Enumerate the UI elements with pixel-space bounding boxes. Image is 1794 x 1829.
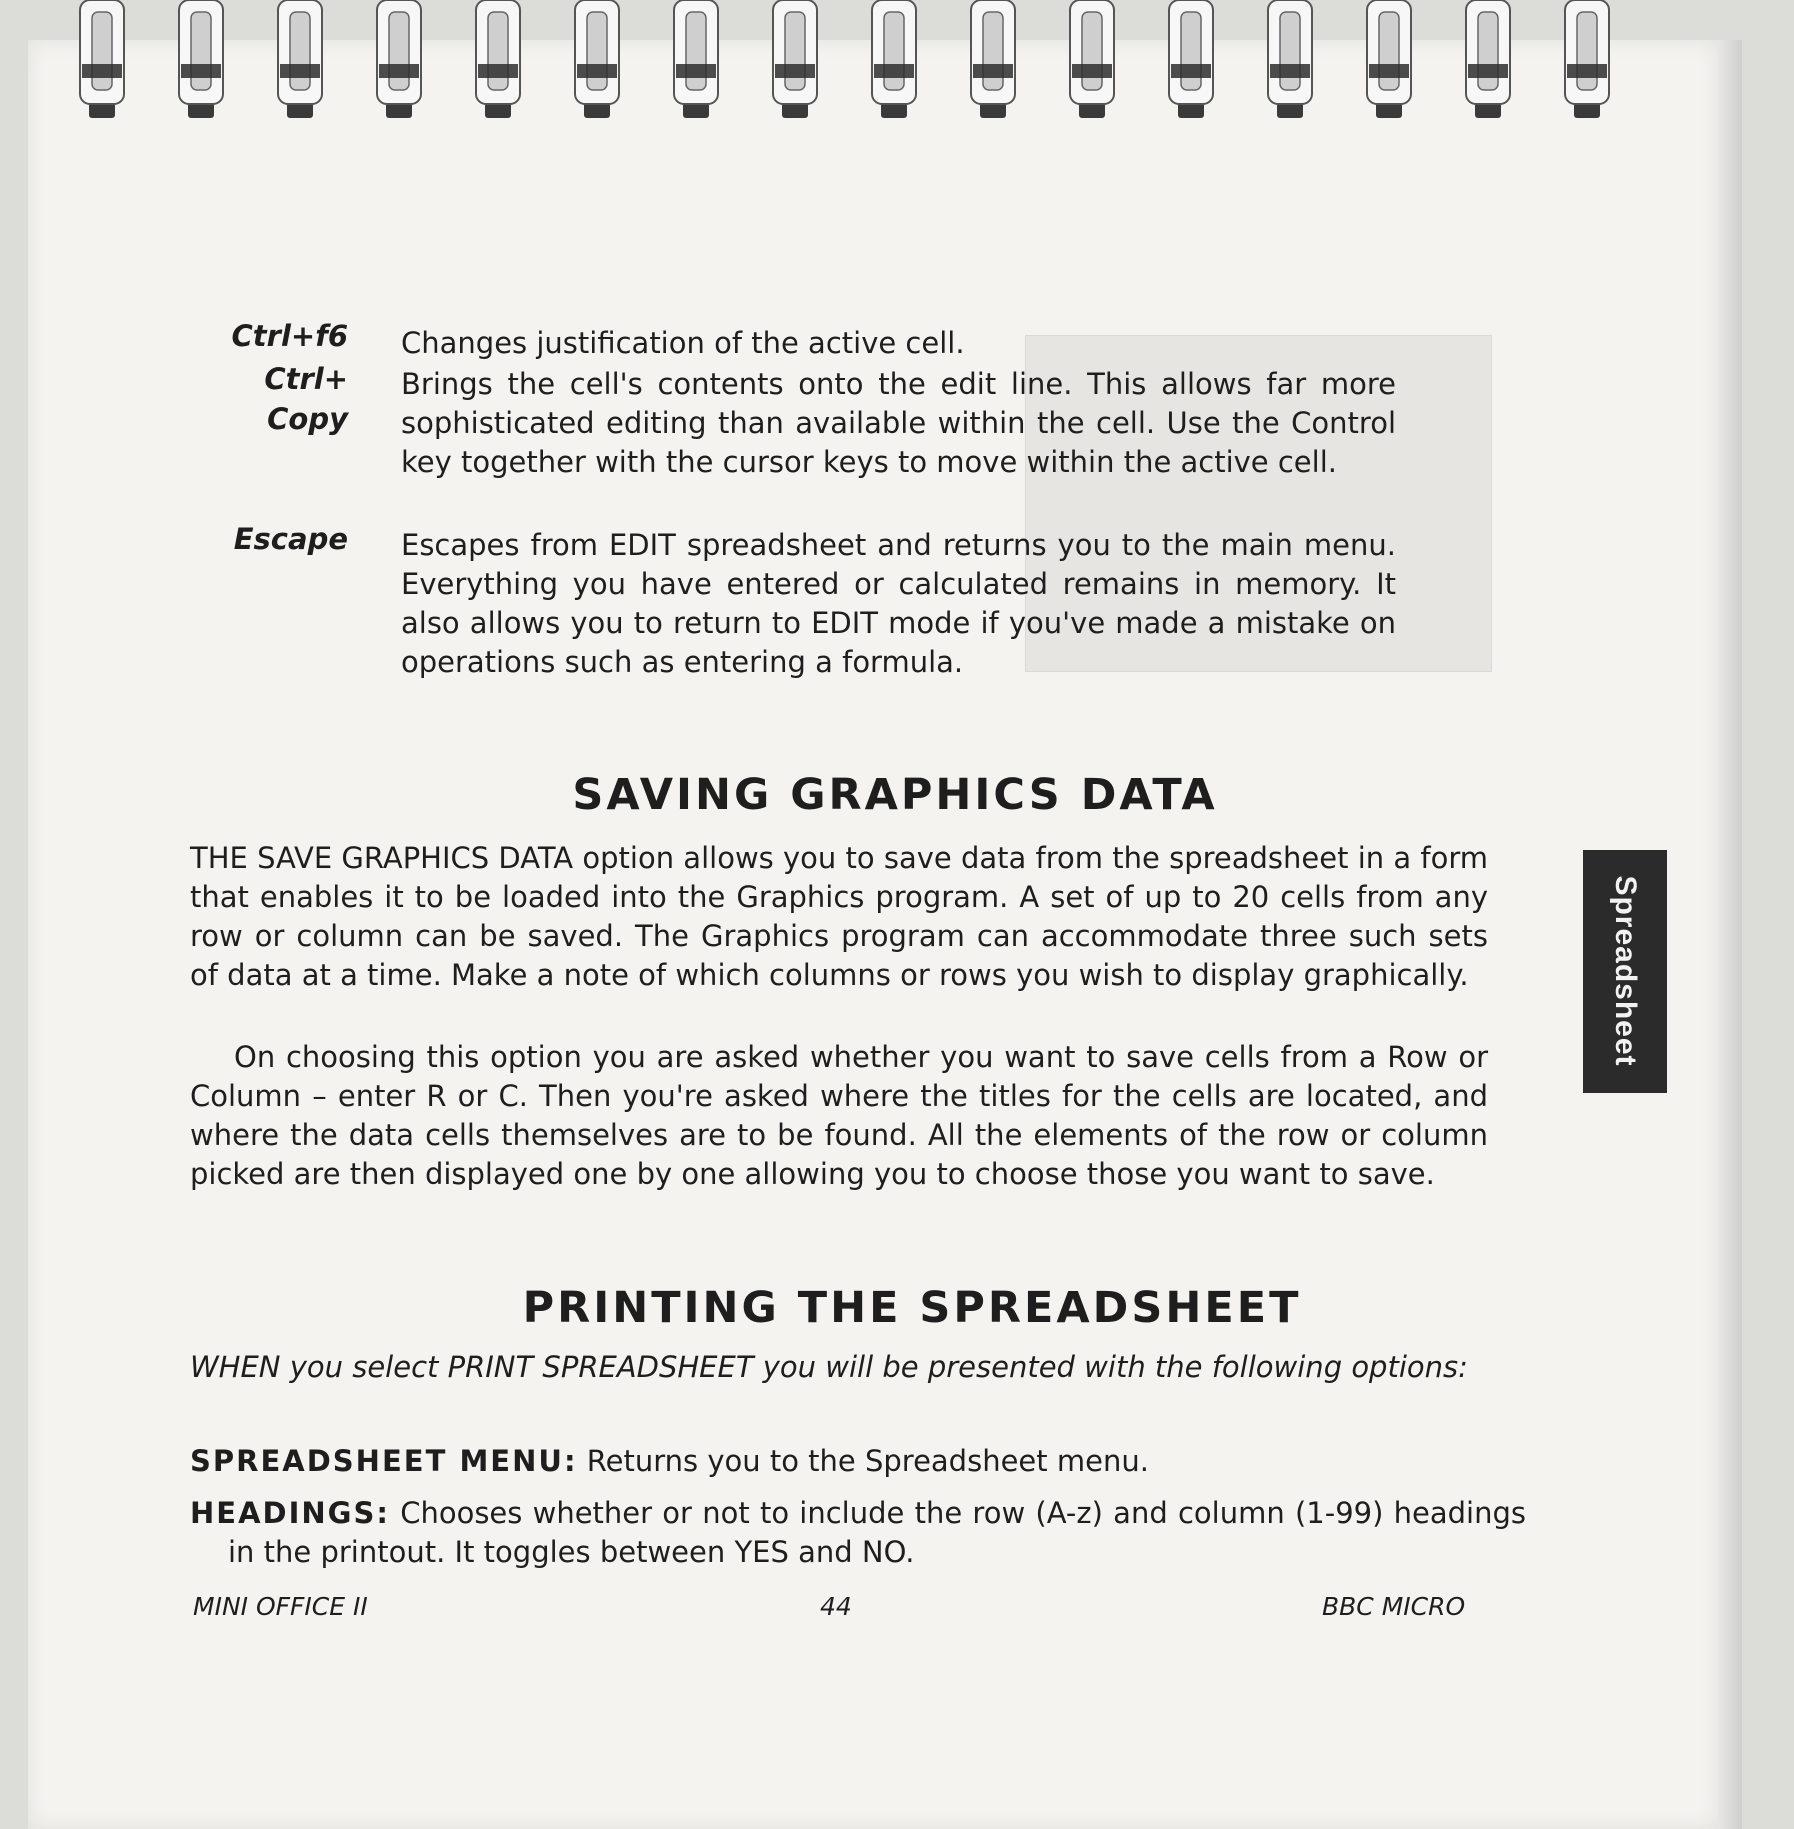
key-ctrl-copy: Ctrl+ Copy xyxy=(264,362,348,436)
printing-spreadsheet-heading: PRINTING THE SPREADSHEET xyxy=(522,1283,1302,1333)
page-number: 44 xyxy=(820,1592,852,1621)
footer-platform: BBC MICRO xyxy=(1322,1592,1466,1621)
saving-graphics-data-heading: SAVING GRAPHICS DATA xyxy=(572,770,1218,820)
option-headings xyxy=(190,1494,1526,1572)
footer-title: MINI OFFICE II xyxy=(193,1592,368,1621)
key-ctrl-f6: Ctrl+f6 xyxy=(231,319,348,353)
option-headings-label: HEADINGS: xyxy=(190,1496,390,1530)
key-escape-description: Escapes from EDIT spreadsheet and returns you to the main menu. Everything you have entered or calculated remains in memory. It also allows you to return to EDIT mode if you've made a mistake on operations such as entering a formula. xyxy=(401,528,1396,679)
option-headings-text: Chooses whether or not to include the row (A-z) and column (1-99) headings in the printout. It toggles between YES and NO. xyxy=(228,1496,1527,1569)
saving-paragraph-2: On choosing this option you are asked whether you want to save cells from a Row or Column – enter R or C. Then you're asked where the titles for the cells are located, and where the data cells themselves are to be found. All the elements of the row or column picked are then displayed one by one allowing you to choose those you want to save. xyxy=(190,1040,1488,1191)
option-spreadsheet-menu xyxy=(190,1442,1526,1481)
option-spreadsheet-menu-label: SPREADSHEET MENU: xyxy=(190,1444,578,1478)
option-spreadsheet-menu-text: Returns you to the Spreadsheet menu. xyxy=(586,1444,1149,1478)
printing-intro: WHEN you select PRINT SPREADSHEET you will be presented with the following options: xyxy=(190,1350,1468,1384)
key-ctrl-f6-description: Changes justification of the active cell. xyxy=(401,326,965,360)
saving-paragraph-1: THE SAVE GRAPHICS DATA option allows you to save data from the spreadsheet in a form that enables it to be loaded into the Graphics program. A set of up to 20 cells from any row or column can be saved. The Graphics program can accommodate three such sets of data at a time. Make a note of which columns or rows you wish to display graphically. xyxy=(190,841,1488,992)
key-escape: Escape xyxy=(233,522,348,556)
spreadsheet-section-tab-label: Spreadsheet xyxy=(1609,875,1642,1067)
key-ctrl-copy-description: Brings the cell's contents onto the edit line. This allows far more sophisticated editing than available within the cell. Use the Control key together with the cursor keys to move within the active cell. xyxy=(401,367,1396,479)
